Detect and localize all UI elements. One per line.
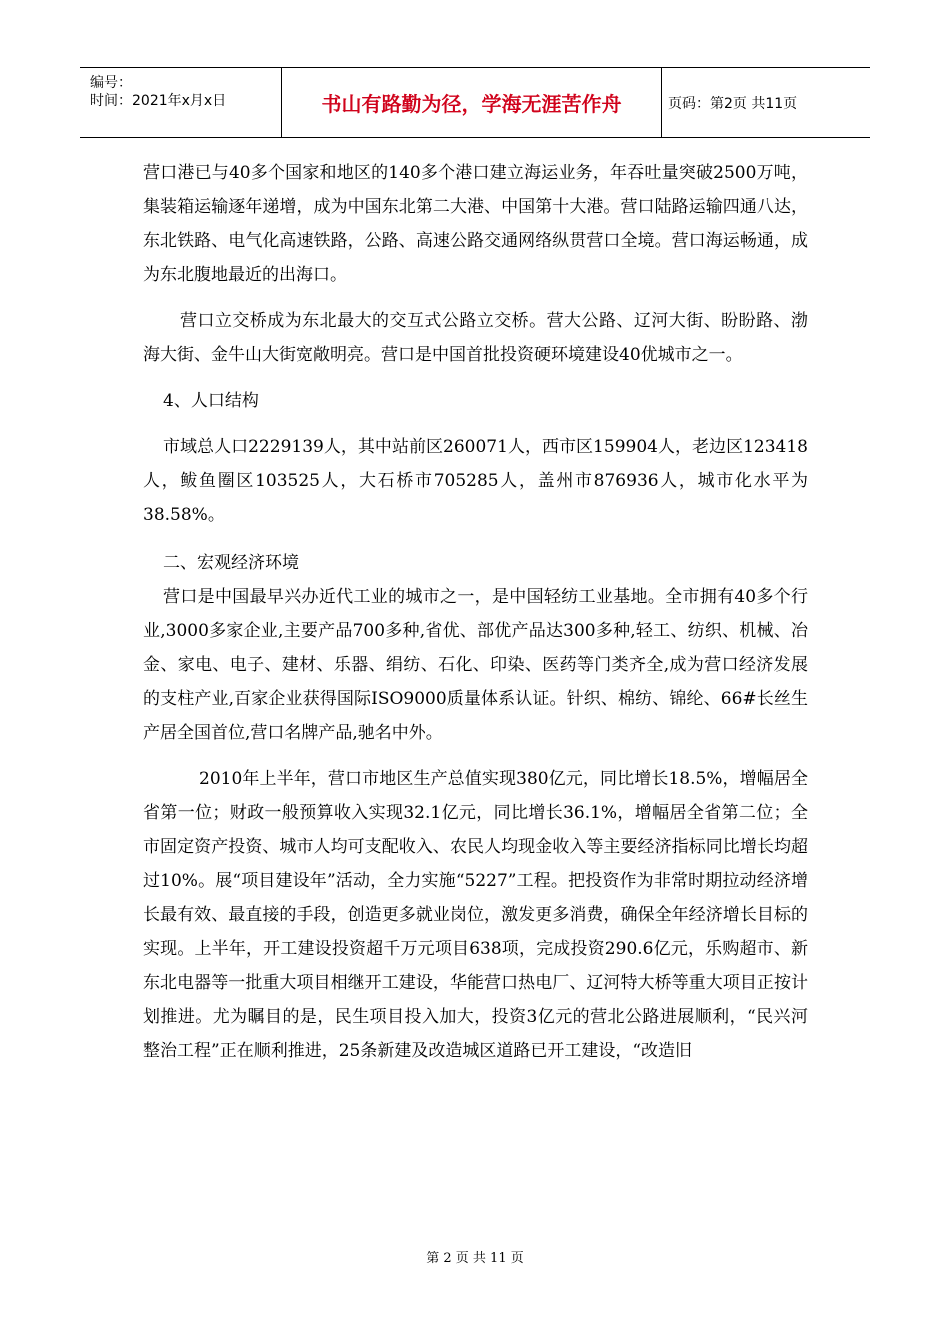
- header-page-label: 页码：第2页 共11页: [668, 95, 798, 112]
- header-motto: 书山有路勤为径，学海无涯苦作舟: [282, 68, 662, 137]
- section-heading-macro-economy: 二、宏观经济环境: [163, 553, 299, 573]
- paragraph-industry: 营口是中国最早兴办近代工业的城市之一，是中国轻纺工业基地。全市拥有40多个行业,3000多家企业,主要产品700多种,省优、部优产品达300多种,轻工、纺织、机械、冶金、家电、电子、建材、乐器、绢纺、石化、印染、医药等门类齐全,成为营口经济发展的支柱产业,百家企业获得国际ISO9000质量体系认证。针织、棉纺、锦纶、66#长丝生产居全国首位,营口名牌产品,驰名中外。: [143, 587, 808, 743]
- paragraph-interchange: 营口立交桥成为东北最大的交互式公路立交桥。营大公路、辽河大街、盼盼路、渤海大街、金牛山大街宽敞明亮。营口是中国首批投资硬环境建设40优城市之一。: [143, 311, 808, 365]
- paragraph-port: 营口港已与40多个国家和地区的140多个港口建立海运业务，年吞吐量突破2500万吨，集装箱运输逐年递增，成为中国东北第二大港、中国第十大港。营口陆路运输四通八达，东北铁路、电气化高速铁路，公路、高速公路交通网络纵贯营口全境。营口海运畅通，成为东北腹地最近的出海口。: [143, 163, 808, 285]
- document-number-label: 编号：: [90, 75, 132, 91]
- paragraph-economy-2010: 2010年上半年，营口市地区生产总值实现380亿元，同比增长18.5%，增幅居全省第一位；财政一般预算收入实现32.1亿元，同比增长36.1%，增幅居全省第二位；全市固定资产投资、城市人均可支配收入、农民人均现金收入等主要经济指标同比增长均超过10%。展“项目建设年”活动，全力实施“5227”工程。把投资作为非常时期拉动经济增长最有效、最直接的手段，创造更多就业岗位，激发更多消费，确保全年经济增长目标的实现。上半年，开工建设投资超千万元项目638项，完成投资290.6亿元，乐购超市、新东北电器等一批重大项目相继开工建设，华能营口热电厂、辽河特大桥等重大项目正按计划推进。尤为瞩目的是，民生项目投入加大，投资3亿元的营北公路进展顺利，“民兴河整治工程”正在顺利推进，25条新建及改造城区道路已开工建设，“改造旧: [143, 769, 808, 1061]
- document-body: [143, 156, 808, 1068]
- page-footer: 第 2 页 共 11 页: [426, 1251, 524, 1266]
- paragraph-population: 市域总人口2229139人，其中站前区260071人，西市区159904人，老边区123418人，鲅鱼圈区103525人，大石桥市705285人，盖州市876936人，城市化水平为38.58%。: [143, 437, 808, 525]
- header-meta: [80, 68, 282, 137]
- section-heading-population: 4、人口结构: [163, 391, 259, 411]
- page-header: [80, 67, 870, 138]
- document-time-label: 时间：2021年x月x日: [90, 93, 227, 109]
